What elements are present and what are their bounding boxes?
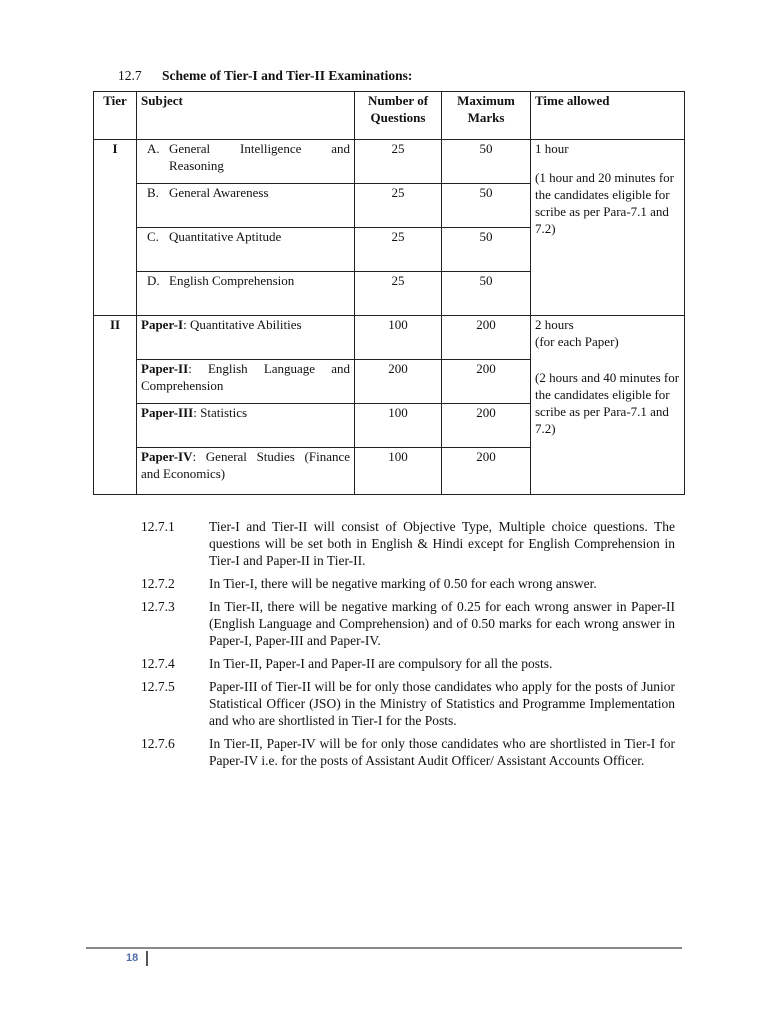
questions-cell: 25 <box>355 228 442 272</box>
tier-2-time-note: (2 hours and 40 minutes for the candidates eligible for scribe as per Para-7.1 and 7.2) <box>535 370 680 436</box>
tier-1-time-main: 1 hour <box>535 141 569 156</box>
table-row <box>94 316 685 360</box>
note-number: 12.7.6 <box>141 736 175 751</box>
tier-1-time-cell <box>531 140 685 316</box>
list-item <box>141 735 675 769</box>
subject-cell: Paper-I: Quantitative Abilities <box>137 316 355 360</box>
note-number: 12.7.2 <box>141 576 175 591</box>
questions-cell: 100 <box>355 404 442 448</box>
header-time: Time allowed <box>531 92 685 140</box>
marks-cell: 50 <box>442 184 531 228</box>
list-item <box>141 598 675 649</box>
marks-cell: 50 <box>442 140 531 184</box>
section-number: 12.7 <box>118 68 142 83</box>
footer-divider <box>86 947 682 949</box>
subject-cell: C. Quantitative Aptitude <box>137 228 355 272</box>
header-questions: Number of Questions <box>355 92 442 140</box>
marks-cell: 200 <box>442 360 531 404</box>
tier-2-time-main: 2 hours <box>535 317 574 332</box>
header-tier: Tier <box>94 92 137 140</box>
notes-list <box>141 518 675 775</box>
subject-cell: Paper-IV: General Studies (Finance and Economics) <box>137 448 355 495</box>
list-item <box>141 655 675 672</box>
tier-1-label: I <box>94 140 137 316</box>
note-text: In Tier-II, Paper-IV will be for only those candidates who are shortlisted in Tier-I for Paper-IV i.e. for the posts of Assistant Audit Officer/ Assistant Accounts Officer. <box>209 736 675 768</box>
list-item <box>141 575 675 592</box>
list-item <box>141 678 675 729</box>
header-marks: Maximum Marks <box>442 92 531 140</box>
subject-cell: D. English Comprehension <box>137 272 355 316</box>
note-text: In Tier-II, there will be negative marking of 0.25 for each wrong answer in Paper-II (English Language and Comprehension) and of 0.50 marks for each wrong answer in Paper-I, Paper-III and Paper-IV. <box>209 599 675 648</box>
table-header-row <box>94 92 685 140</box>
marks-cell: 200 <box>442 404 531 448</box>
tier-2-label: II <box>94 316 137 495</box>
section-title: Scheme of Tier-I and Tier-II Examinations: <box>162 68 413 83</box>
subject-cell: Paper-II: English Language and Comprehension <box>137 360 355 404</box>
questions-cell: 100 <box>355 448 442 495</box>
marks-cell: 50 <box>442 272 531 316</box>
header-subject: Subject <box>137 92 355 140</box>
note-text: Tier-I and Tier-II will consist of Objective Type, Multiple choice questions. The questions will be set both in English & Hindi except for English Comprehension in Tier-I and Paper-II in Tier-II. <box>209 519 675 568</box>
marks-cell: 200 <box>442 316 531 360</box>
subject-cell: A. General Intelligence and Reasoning <box>137 140 355 184</box>
subject-cell: Paper-III: Statistics <box>137 404 355 448</box>
questions-cell: 25 <box>355 184 442 228</box>
list-item <box>141 518 675 569</box>
marks-cell: 200 <box>442 448 531 495</box>
section-heading <box>118 68 412 84</box>
tier-2-time-sub: (for each Paper) <box>535 334 619 349</box>
note-text: In Tier-I, there will be negative marking of 0.50 for each wrong answer. <box>209 576 597 591</box>
note-number: 12.7.5 <box>141 679 175 694</box>
note-number: 12.7.1 <box>141 519 175 534</box>
table-row <box>94 140 685 184</box>
tier-1-time-note: (1 hour and 20 minutes for the candidates eligible for scribe as per Para-7.1 and 7.2) <box>535 170 675 236</box>
exam-scheme-table <box>93 91 685 495</box>
subject-cell: B. General Awareness <box>137 184 355 228</box>
questions-cell: 25 <box>355 140 442 184</box>
page-number-divider <box>146 951 148 966</box>
note-number: 12.7.3 <box>141 599 175 614</box>
questions-cell: 25 <box>355 272 442 316</box>
note-text: Paper-III of Tier-II will be for only those candidates who apply for the posts of Junior Statistical Officer (JSO) in the Ministry of Statistics and Programme Implementation and who are shortlisted in Tier-I for the Posts. <box>209 679 675 728</box>
page-number: 18 <box>126 952 139 964</box>
questions-cell: 100 <box>355 316 442 360</box>
note-number: 12.7.4 <box>141 656 175 671</box>
marks-cell: 50 <box>442 228 531 272</box>
tier-2-time-cell <box>531 316 685 495</box>
questions-cell: 200 <box>355 360 442 404</box>
note-text: In Tier-II, Paper-I and Paper-II are compulsory for all the posts. <box>209 656 553 671</box>
